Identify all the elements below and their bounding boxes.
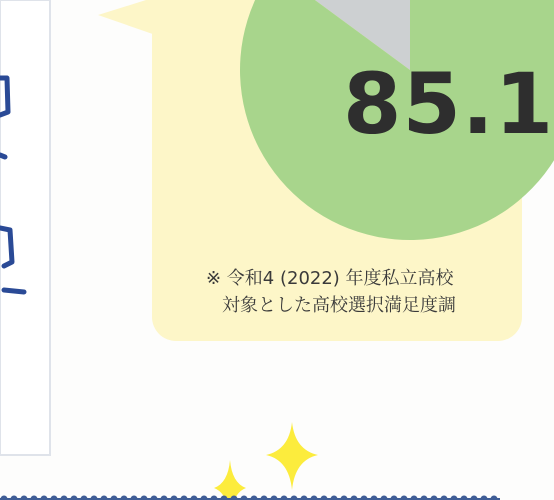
pie-value-label: 85.1 [343, 55, 554, 153]
figure-leg-stroke [4, 290, 24, 292]
footnote-line-2: 対象とした高校選択満足度調 [222, 295, 456, 316]
figure-hand-stroke [0, 155, 5, 157]
footnote-line-1: ※ 令和4 (2022) 年度私立高校 [206, 268, 454, 289]
